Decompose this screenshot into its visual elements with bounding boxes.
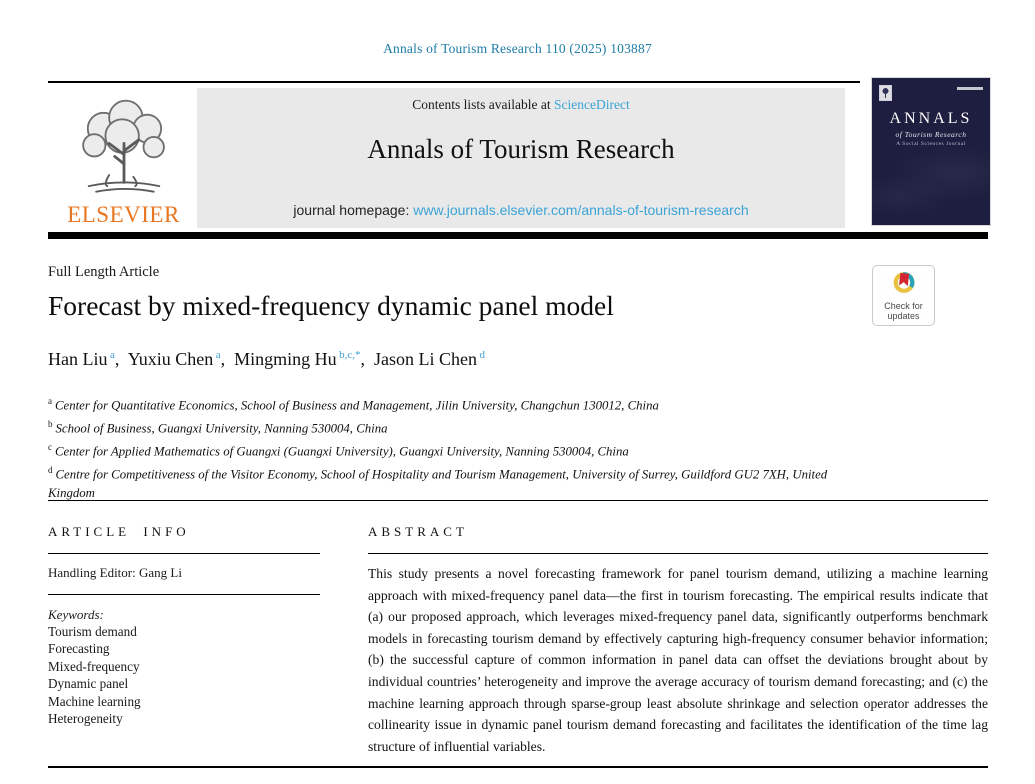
author: [374, 349, 485, 369]
abstract-heading: ABSTRACT: [368, 524, 468, 539]
affiliation: $^b$ School of Business, Guangxi University, Nanning 530004, China: [48, 419, 388, 436]
sections-top-rule: [48, 500, 988, 501]
sciencedirect-link[interactable]: ScienceDirect: [554, 97, 630, 112]
author-affil-sup: a: [215, 349, 221, 361]
check-for-updates-badge[interactable]: [872, 265, 935, 326]
elsevier-wordmark: ELSEVIER: [67, 202, 180, 227]
author-name: Mingming Hu: [234, 349, 337, 369]
handling-editor: Handling Editor: Gang Li: [48, 565, 182, 580]
masthead-panel: [197, 88, 845, 228]
contents-prefix: Contents lists available at: [412, 97, 554, 112]
author-name: Jason Li Chen: [374, 349, 478, 369]
header-divider-bar: [48, 232, 988, 239]
article-info-rule-2: [48, 594, 320, 595]
page-bottom-rule: [48, 766, 988, 768]
journal-cover-thumbnail: [872, 78, 990, 225]
abstract-rule: [368, 553, 988, 554]
keywords-label: Keywords:: [48, 607, 104, 622]
abstract-section: [368, 524, 988, 757]
homepage-line: [197, 202, 845, 218]
affiliation-list: [48, 392, 848, 503]
journal-title: Annals of Tourism Research: [367, 134, 675, 164]
homepage-link[interactable]: www.journals.elsevier.com/annals-of-tourism-research: [413, 202, 749, 218]
article-info-rule-1: [48, 553, 320, 554]
author-name: Yuxiu Chen: [127, 349, 214, 369]
keyword: Mixed-frequency: [48, 658, 140, 674]
cover-emblem-icon: [879, 85, 892, 101]
keyword: Dynamic panel: [48, 676, 129, 692]
check-for-updates-label: Check for updates: [884, 301, 923, 321]
author: Yuxiu Chen $^a$,: [127, 349, 230, 369]
cover-issn-text: [957, 87, 983, 90]
affiliation: $^a$ Center for Quantitative Economics, School of Business and Management, Jilin University, Changchun 130012, China: [48, 396, 659, 413]
article-title: Forecast by mixed-frequency dynamic panel model: [48, 290, 614, 321]
keyword: Forecasting: [48, 641, 110, 657]
cover-title: ANNALS: [889, 110, 973, 127]
article-type-label: Full Length Article: [48, 264, 160, 280]
keyword-list: [48, 623, 320, 727]
abstract-text: This study presents a novel forecasting framework for panel tourism demand, utilizing a machine learning approach with mixed-frequency panel data—the first in tourism forecasting. The empirical results indicate that (a) our proposed approach, which leverages mixed-frequency panel data, significantly outperforms benchmark models in forecasting tourism demand by effectively capturing high-frequency consumer behavior information; (b) the successful capture of common information in panel data can offset the deviations brought about by individual countries’ heterogeneity and improve the average accuracy of tourism demand forecasting; and (c) the machine learning approach through sparse-group least absolute shrinkage and selection operator addresses the collinearity issue in dynamic panel tourism demand forecasting and facilitates the identification of the time lag structure of influential variables.: [368, 566, 988, 754]
check-for-updates-icon: [889, 270, 919, 300]
author: Han Liu $^a$,: [48, 349, 124, 369]
elsevier-logo: [52, 88, 195, 226]
cover-subtitle: of Tourism Research: [895, 130, 967, 139]
author-name: Han Liu: [48, 349, 108, 369]
cover-tagline: A Social Sciences Journal: [896, 141, 966, 147]
article-info-heading: ARTICLE INFO: [48, 524, 190, 539]
affiliation: $^c$ Center for Applied Mathematics of Guangxi (Guangxi University), Guangxi University, Nanning 530004, China: [48, 442, 629, 459]
keyword: Machine learning: [48, 693, 141, 709]
elsevier-tree-icon: [68, 97, 180, 201]
keyword: Heterogeneity: [48, 711, 123, 727]
contents-line: [197, 97, 845, 113]
article-info-section: [48, 524, 320, 727]
author: Mingming Hu $^{b,c,*}$,: [234, 349, 370, 369]
affiliation: $^d$ Centre for Competitiveness of the Visitor Economy, School of Hospitality and Tourism Management, University of Surrey, Guildford GU2 7XH, United Kingdom: [48, 465, 828, 501]
keyword: Tourism demand: [48, 624, 137, 639]
author-list: [48, 349, 485, 370]
author-affil-sup: d: [479, 349, 486, 361]
homepage-prefix: journal homepage:: [293, 202, 414, 218]
author-affil-sup: b,c,*: [339, 349, 361, 361]
masthead-top-rule: [48, 81, 860, 83]
author-affil-sup: a: [109, 349, 115, 361]
journal-citation: Annals of Tourism Research 110 (2025) 103887: [383, 41, 652, 56]
